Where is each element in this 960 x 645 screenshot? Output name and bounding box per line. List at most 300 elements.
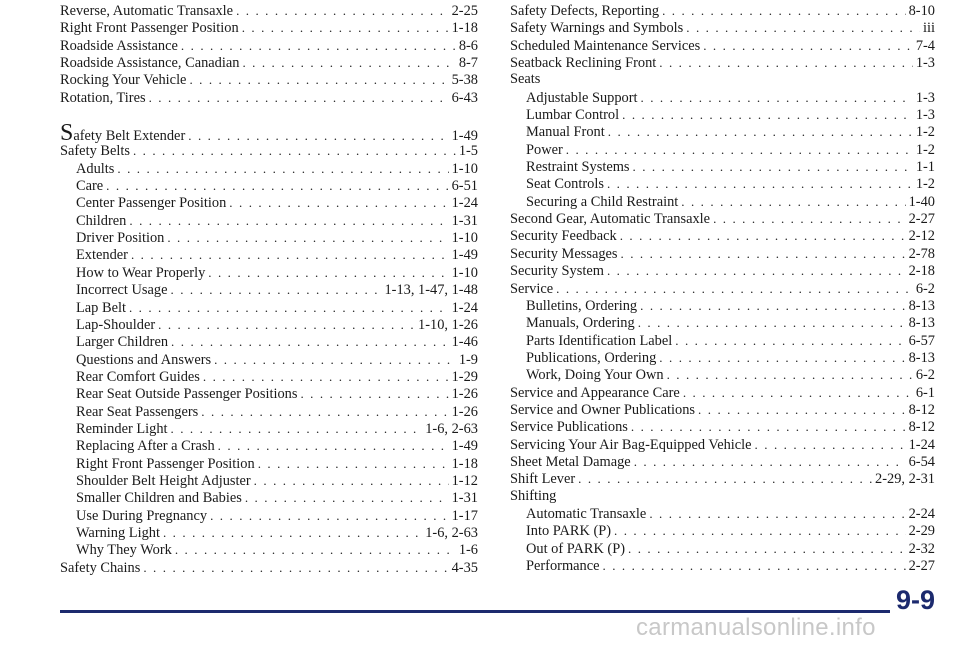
dot-leader xyxy=(607,175,913,192)
dot-leader xyxy=(117,160,448,177)
dot-leader xyxy=(622,106,913,123)
entry-page-ref: 1-13, 1-47, 1-48 xyxy=(384,282,478,299)
entry-label xyxy=(526,194,678,211)
entry-page-ref: 1-6, 2-63 xyxy=(425,524,478,541)
entry-text: Reminder Light xyxy=(76,420,168,437)
entry-page-ref: 1-10 xyxy=(451,264,478,281)
entry-label xyxy=(76,525,160,542)
entry-text: Lumbar Control xyxy=(526,107,620,124)
section-spacer xyxy=(60,106,478,125)
entry-page-ref: 1-2 xyxy=(915,176,935,193)
entry-page-ref: 1-10, 1-26 xyxy=(418,316,478,333)
dot-leader xyxy=(681,193,905,210)
entry-label xyxy=(526,523,611,540)
entry-label xyxy=(526,90,638,107)
entry-label xyxy=(510,402,695,419)
entry-text: Publications, Ordering xyxy=(526,349,657,366)
entry-page-ref: 4-35 xyxy=(451,559,478,576)
dot-leader xyxy=(649,505,905,522)
index-subentry xyxy=(510,89,935,106)
entry-text: Incorrect Usage xyxy=(76,282,168,299)
index-subentry xyxy=(60,489,478,506)
index-entry xyxy=(510,262,935,279)
entry-page-ref: 1-2 xyxy=(915,124,935,141)
dot-leader xyxy=(163,524,422,541)
entry-label xyxy=(76,369,200,386)
entry-text: Service xyxy=(510,280,554,297)
entry-page-ref: 8-7 xyxy=(458,55,478,72)
entry-text: Children xyxy=(76,212,127,229)
index-group-r xyxy=(60,2,478,106)
entry-page-ref: 1-12 xyxy=(451,472,478,489)
index-subentry xyxy=(510,314,935,331)
dot-leader xyxy=(210,507,449,524)
entry-text: Seat Controls xyxy=(526,176,604,193)
index-subentry xyxy=(60,507,478,524)
entry-label xyxy=(76,334,168,351)
index-entry xyxy=(510,488,935,505)
entry-page-ref: 8-10 xyxy=(908,3,935,19)
index-subentry xyxy=(60,299,478,316)
dot-leader xyxy=(149,89,449,106)
entry-label xyxy=(526,541,625,558)
entry-page-ref: 1-26 xyxy=(451,386,478,403)
index-subentry xyxy=(60,524,478,541)
entry-page-ref: 1-6, 2-63 xyxy=(425,420,478,437)
entry-page-ref: 1-6 xyxy=(458,542,478,559)
entry-page-ref: 8-12 xyxy=(908,401,935,418)
entry-label xyxy=(526,350,656,367)
index-subentry xyxy=(60,403,478,420)
entry-text: Rear Comfort Guides xyxy=(76,368,200,385)
watermark-text: carmanualsonline.info xyxy=(636,614,876,641)
entry-text: Work, Doing Your Own xyxy=(526,367,664,384)
dot-leader xyxy=(175,541,456,558)
entry-text: Extender xyxy=(76,247,128,264)
index-entry xyxy=(60,54,478,71)
entry-label xyxy=(76,542,172,559)
entry-label xyxy=(76,421,168,438)
index-entry xyxy=(510,210,935,227)
dot-leader xyxy=(608,123,913,140)
entry-label xyxy=(76,178,103,195)
page-number: 9-9 xyxy=(896,585,936,615)
entry-text: Reverse, Automatic Transaxle xyxy=(60,3,234,19)
entry-label xyxy=(526,315,635,332)
entry-text: Why They Work xyxy=(76,542,172,559)
entry-page-ref: iii xyxy=(923,20,935,37)
entry-text: Manuals, Ordering xyxy=(526,315,635,332)
entry-page-ref: 1-3 xyxy=(915,55,935,72)
dot-leader xyxy=(201,403,448,420)
dot-leader xyxy=(566,141,913,158)
index-subentry xyxy=(60,455,478,472)
index-entry xyxy=(60,37,478,54)
dot-leader xyxy=(662,2,906,19)
entry-label xyxy=(526,506,646,523)
entry-page-ref: 2-27 xyxy=(908,211,935,228)
entry-label xyxy=(76,317,155,334)
entry-page-ref: 1-18 xyxy=(451,455,478,472)
entry-page-ref: 6-1 xyxy=(915,384,935,401)
index-entry xyxy=(510,2,935,19)
index-subentry xyxy=(60,160,478,177)
entry-page-ref: 1-17 xyxy=(451,507,478,524)
dot-leader xyxy=(628,540,906,557)
dot-leader xyxy=(189,71,448,88)
index-subentry xyxy=(510,193,935,210)
entry-page-ref: 2-24 xyxy=(908,505,935,522)
dot-leader xyxy=(698,401,906,418)
dot-leader xyxy=(620,227,906,244)
dot-leader xyxy=(300,385,448,402)
index-entry xyxy=(510,470,935,487)
dot-leader xyxy=(578,470,872,487)
dot-leader xyxy=(638,314,906,331)
entry-label xyxy=(60,72,186,89)
entry-text: Right Front Passenger Position xyxy=(60,20,239,37)
entry-label xyxy=(60,560,140,577)
entry-label xyxy=(510,488,556,505)
index-entry xyxy=(510,401,935,418)
entry-label xyxy=(76,230,164,247)
index-entry xyxy=(60,559,478,576)
entry-label xyxy=(510,385,680,402)
dot-leader xyxy=(171,333,449,350)
entry-text: Right Front Passenger Position xyxy=(76,455,255,472)
dot-leader xyxy=(258,455,449,472)
index-subentry xyxy=(510,106,935,123)
entry-text: Roadside Assistance, Canadian xyxy=(60,55,240,72)
entry-label xyxy=(76,438,215,455)
index-subentry xyxy=(60,281,478,298)
entry-text: Safety Defects, Reporting xyxy=(510,3,660,19)
entry-text: Performance xyxy=(526,558,600,574)
index-entry xyxy=(510,37,935,54)
entry-page-ref: 1-31 xyxy=(451,490,478,507)
entry-label xyxy=(60,55,239,72)
entry-text: Adjustable Support xyxy=(526,89,638,106)
dot-leader xyxy=(218,437,449,454)
index-entry xyxy=(510,280,935,297)
entry-label xyxy=(510,263,604,280)
index-subentry xyxy=(510,141,935,158)
entry-label xyxy=(76,282,168,299)
index-entry xyxy=(60,19,478,36)
entry-label xyxy=(526,367,664,384)
index-subentry xyxy=(60,420,478,437)
entry-page-ref: 8-12 xyxy=(908,419,935,436)
entry-label xyxy=(76,300,126,317)
entry-label xyxy=(76,161,114,178)
entry-page-ref: 1-29 xyxy=(451,368,478,385)
index-subentry xyxy=(510,123,935,140)
entry-page-ref: 1-18 xyxy=(451,20,478,37)
index-entry xyxy=(510,71,935,88)
dot-leader xyxy=(242,19,449,36)
entry-text: Lap Belt xyxy=(76,299,126,316)
index-subentry xyxy=(60,212,478,229)
entry-text: How to Wear Properly xyxy=(76,264,206,281)
index-entry xyxy=(510,19,935,36)
entry-text: Rear Seat Passengers xyxy=(76,403,199,420)
right-index-column xyxy=(510,2,935,574)
index-entry xyxy=(510,436,935,453)
dot-leader xyxy=(614,522,906,539)
entry-text: Care xyxy=(76,178,104,195)
dot-leader xyxy=(659,54,913,71)
entry-page-ref: 1-9 xyxy=(458,351,478,368)
entry-label xyxy=(76,473,251,490)
left-index-column xyxy=(60,2,478,576)
entry-text: Rear Seat Outside Passenger Positions xyxy=(76,386,298,403)
index-entry xyxy=(60,71,478,88)
entry-label xyxy=(526,333,672,350)
entry-label xyxy=(76,386,297,403)
index-subentry xyxy=(510,332,935,349)
index-subentry xyxy=(60,351,478,368)
index-entry xyxy=(510,418,935,435)
dot-leader xyxy=(229,194,448,211)
entry-text: Service Publications xyxy=(510,419,628,436)
entry-label xyxy=(526,107,619,124)
entry-page-ref: 1-49 xyxy=(451,247,478,264)
entry-page-ref: 1-24 xyxy=(908,436,935,453)
index-entry xyxy=(60,89,478,106)
entry-text: afety Belt Extender xyxy=(73,128,186,145)
index-group-s xyxy=(60,120,478,576)
dot-leader xyxy=(607,262,906,279)
entry-label xyxy=(510,246,618,263)
index-subentry xyxy=(510,158,935,175)
index-entry xyxy=(510,384,935,401)
index-subentry xyxy=(510,366,935,383)
entry-text: Second Gear, Automatic Transaxle xyxy=(510,211,711,228)
dot-leader xyxy=(641,89,913,106)
entry-text: Seatback Reclining Front xyxy=(510,55,657,72)
entry-text: Driver Position xyxy=(76,230,165,247)
entry-label xyxy=(510,55,656,72)
entry-text: Security System xyxy=(510,263,604,280)
entry-page-ref: 1-2 xyxy=(915,141,935,158)
dot-leader xyxy=(242,54,455,71)
entry-page-ref: 8-13 xyxy=(908,315,935,332)
entry-label xyxy=(526,159,630,176)
dot-leader xyxy=(167,229,448,246)
index-subentry xyxy=(60,541,478,558)
index-subentry xyxy=(510,349,935,366)
entry-page-ref: 1-26 xyxy=(451,403,478,420)
dot-leader xyxy=(631,418,906,435)
entry-text: Shift Lever xyxy=(510,471,576,488)
dot-leader xyxy=(713,210,906,227)
entry-page-ref: 2-25 xyxy=(451,3,478,19)
dot-leader xyxy=(133,142,456,159)
entry-text: Safety Chains xyxy=(60,559,141,576)
index-subentry xyxy=(510,175,935,192)
entry-label xyxy=(526,298,637,315)
entry-label xyxy=(510,20,683,37)
index-subentry xyxy=(510,557,935,574)
entry-text: Scheduled Maintenance Services xyxy=(510,37,701,54)
entry-label xyxy=(526,176,604,193)
entry-label xyxy=(510,3,659,20)
dot-leader xyxy=(703,37,913,54)
entry-page-ref: 2-29, 2-31 xyxy=(875,471,935,488)
entry-text: Servicing Your Air Bag-Equipped Vehicle xyxy=(510,436,752,453)
dot-leader xyxy=(171,420,423,437)
entry-label xyxy=(510,471,575,488)
entry-page-ref: 6-54 xyxy=(908,453,935,470)
dot-leader xyxy=(633,158,913,175)
entry-label xyxy=(60,38,178,55)
dot-leader xyxy=(686,19,920,36)
entry-page-ref: 5-38 xyxy=(451,72,478,89)
entry-page-ref: 8-13 xyxy=(908,297,935,314)
entry-label xyxy=(526,142,563,159)
entry-page-ref: 2-18 xyxy=(908,263,935,280)
dot-leader xyxy=(556,280,913,297)
entry-page-ref: 6-57 xyxy=(908,332,935,349)
dot-leader xyxy=(214,351,456,368)
index-subentry xyxy=(60,194,478,211)
index-subentry xyxy=(60,333,478,350)
index-subentry xyxy=(60,385,478,402)
entry-label xyxy=(76,456,255,473)
index-entry xyxy=(510,245,935,262)
entry-text: Adults xyxy=(76,160,115,177)
index-group-s-continued xyxy=(510,2,935,574)
entry-page-ref: 1-31 xyxy=(451,212,478,229)
dot-leader xyxy=(208,264,448,281)
entry-page-ref: 1-24 xyxy=(451,299,478,316)
entry-label xyxy=(510,228,617,245)
dot-leader xyxy=(640,297,905,314)
entry-page-ref: 1-3 xyxy=(915,89,935,106)
dot-leader xyxy=(659,349,905,366)
entry-text: Restraint Systems xyxy=(526,159,630,176)
entry-label xyxy=(76,352,211,369)
dot-leader xyxy=(131,246,449,263)
entry-page-ref: 8-6 xyxy=(458,37,478,54)
entry-label xyxy=(510,71,540,88)
index-entry xyxy=(510,227,935,244)
entry-page-ref: 1-5 xyxy=(458,143,478,160)
entry-label xyxy=(76,265,205,282)
entry-text: Smaller Children and Babies xyxy=(76,490,242,507)
dot-leader xyxy=(129,212,448,229)
entry-text: Warning Light xyxy=(76,524,160,541)
entry-page-ref: 1-46 xyxy=(451,334,478,351)
entry-text: Lap-Shoulder xyxy=(76,316,156,333)
entry-text: Out of PARK (P) xyxy=(526,540,626,557)
index-entry xyxy=(510,453,935,470)
entry-label xyxy=(60,90,146,107)
entry-text: Service and Owner Publications xyxy=(510,401,696,418)
index-entry xyxy=(60,120,478,147)
entry-text: Replacing After a Crash xyxy=(76,438,215,455)
dot-leader xyxy=(158,316,415,333)
entry-label xyxy=(60,20,239,37)
entry-label xyxy=(510,211,710,228)
entry-label xyxy=(60,143,130,160)
entry-page-ref: 6-51 xyxy=(451,178,478,195)
entry-page-ref: 1-10 xyxy=(451,230,478,247)
entry-text: Rotation, Tires xyxy=(60,89,146,106)
dot-leader xyxy=(675,332,905,349)
entry-page-ref: 7-4 xyxy=(915,37,935,54)
dot-leader xyxy=(755,436,906,453)
entry-page-ref: 2-29 xyxy=(908,523,935,540)
index-subentry xyxy=(60,264,478,281)
index-subentry xyxy=(60,316,478,333)
entry-text: Securing a Child Restraint xyxy=(526,193,679,210)
dot-leader xyxy=(634,453,906,470)
entry-page-ref: 1-1 xyxy=(915,159,935,176)
dot-leader xyxy=(603,557,906,574)
entry-page-ref: 2-12 xyxy=(908,228,935,245)
dot-leader xyxy=(106,177,448,194)
index-subentry xyxy=(510,540,935,557)
dot-leader xyxy=(129,299,449,316)
entry-label xyxy=(510,437,752,454)
entry-text: Questions and Answers xyxy=(76,351,212,368)
dot-leader xyxy=(667,366,913,383)
entry-label xyxy=(76,195,226,212)
entry-page-ref: 2-27 xyxy=(908,558,935,574)
index-subentry xyxy=(510,505,935,522)
index-subentry xyxy=(60,368,478,385)
entry-text: Bulletins, Ordering xyxy=(526,297,638,314)
dot-leader xyxy=(236,2,449,19)
entry-text: Power xyxy=(526,141,563,158)
entry-label xyxy=(526,124,605,141)
entry-text: Into PARK (P) xyxy=(526,523,612,540)
entry-label xyxy=(510,454,631,471)
footer-rule xyxy=(60,610,890,613)
entry-label xyxy=(76,213,126,230)
entry-text: Security Messages xyxy=(510,245,618,262)
entry-label xyxy=(76,508,207,525)
entry-label xyxy=(60,3,233,20)
dot-leader xyxy=(181,37,456,54)
entry-label xyxy=(510,38,700,55)
entry-page-ref: 6-2 xyxy=(915,367,935,384)
entry-text: Automatic Transaxle xyxy=(526,505,647,522)
dot-leader xyxy=(245,489,449,506)
entry-page-ref: 1-49 xyxy=(451,128,478,145)
index-entry xyxy=(510,54,935,71)
entry-text: Sheet Metal Damage xyxy=(510,453,631,470)
dot-leader xyxy=(203,368,449,385)
entry-label xyxy=(510,281,553,298)
index-entry xyxy=(60,142,478,159)
entry-text: Safety Warnings and Symbols xyxy=(510,20,684,37)
entry-page-ref: 6-43 xyxy=(451,89,478,106)
entry-text: Parts Identification Label xyxy=(526,332,673,349)
entry-page-ref: 1-3 xyxy=(915,107,935,124)
dot-leader xyxy=(254,472,449,489)
index-subentry xyxy=(60,177,478,194)
entry-page-ref: 1-40 xyxy=(908,193,935,210)
entry-text: Service and Appearance Care xyxy=(510,384,680,401)
entry-page-ref: 1-10 xyxy=(451,160,478,177)
dot-leader xyxy=(621,245,906,262)
entry-label xyxy=(510,419,628,436)
entry-text: Shoulder Belt Height Adjuster xyxy=(76,472,251,489)
index-subentry xyxy=(510,522,935,539)
index-subentry xyxy=(60,472,478,489)
